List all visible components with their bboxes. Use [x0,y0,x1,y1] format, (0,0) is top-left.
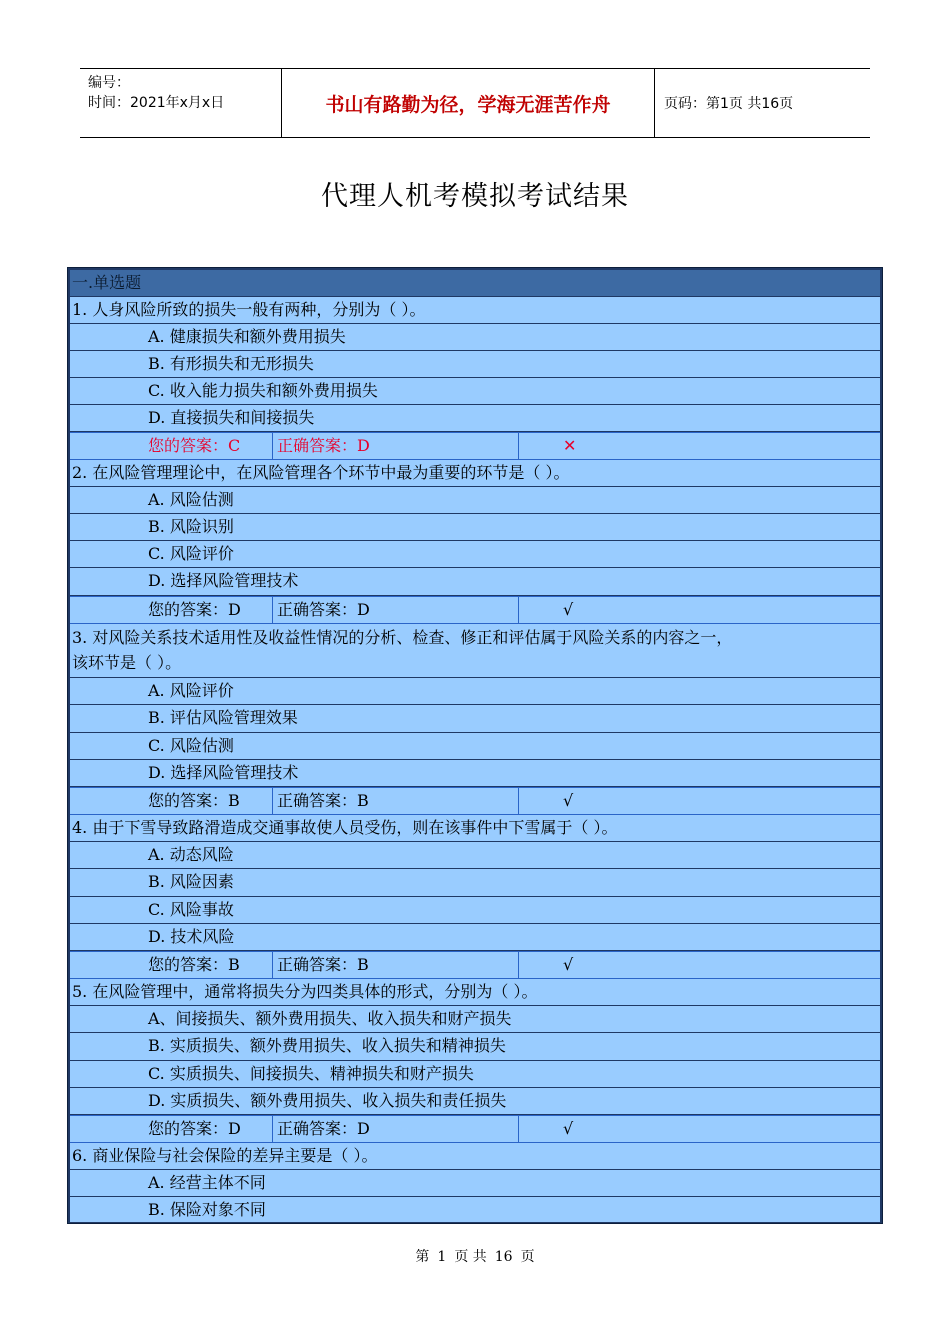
check-mark-icon: √ [518,952,880,978]
footer-post: 页 [520,1249,535,1265]
q2-correct-answer: 正确答案：D [272,597,518,623]
wrong-mark-icon: ✕ [518,433,880,459]
q5-option-c: C. 实质损失、间接损失、精神损失和财产损失 [70,1061,880,1088]
q4-answer-row [70,951,880,979]
header-page-label: 页码：第1页 共16页 [664,96,794,112]
q4-option-b: B. 风险因素 [70,869,880,897]
page-header [80,68,870,138]
page-footer [0,1246,950,1266]
question-2: 2. 在风险管理理论中，在风险管理各个环节中最为重要的环节是（ ）。 [70,460,880,487]
question-3 [70,624,880,678]
footer-page-number: 1 [437,1249,447,1265]
q4-your-answer: 您的答案：B [148,955,240,974]
q2-option-b: B. 风险识别 [70,514,880,541]
q6-option-a: A. 经营主体不同 [70,1170,880,1197]
q6-option-b: B. 保险对象不同 [70,1197,880,1222]
q2-option-c: C. 风险评价 [70,541,880,568]
q5-option-a: A、间接损失、额外费用损失、收入损失和财产损失 [70,1006,880,1033]
question-3-line-2: 该环节是（ ）。 [72,653,182,672]
q3-correct-answer: 正确答案：B [272,788,518,814]
q1-option-d: D. 直接损失和间接损失 [70,405,880,432]
q1-option-b: B. 有形损失和无形损失 [70,351,880,378]
q3-option-a: A. 风险评价 [70,678,880,705]
question-6: 6. 商业保险与社会保险的差异主要是（ ）。 [70,1143,880,1170]
q5-your-answer: 您的答案：D [148,1119,241,1138]
check-mark-icon: √ [518,1116,880,1142]
time-label: 时间：2021年x月x日 [88,95,225,111]
number-label: 编号： [88,75,130,91]
q3-option-b: B. 评估风险管理效果 [70,705,880,733]
q3-option-d: D. 选择风险管理技术 [70,760,880,787]
question-4: 4. 由于下雪导致路滑造成交通事故使人员受伤，则在该事件中下雪属于（ ）。 [70,815,880,842]
quiz-table [67,267,883,1224]
q1-correct-answer: 正确答案：D [272,433,518,459]
q2-option-d: D. 选择风险管理技术 [70,568,880,596]
q4-option-d: D. 技术风险 [70,924,880,951]
question-1: 1. 人身风险所致的损失一般有两种，分别为（ ）。 [70,297,880,324]
q2-your-answer: 您的答案：D [148,600,241,619]
q1-your-answer: 您的答案：C [148,436,241,455]
header-meta [88,73,278,113]
q3-answer-row [70,787,880,815]
q1-option-c: C. 收入能力损失和额外费用损失 [70,378,880,405]
q5-option-b: B. 实质损失、额外费用损失、收入损失和精神损失 [70,1033,880,1061]
q1-answer-row [70,432,880,460]
q4-correct-answer: 正确答案：B [272,952,518,978]
q3-your-answer: 您的答案：B [148,791,240,810]
q4-option-a: A. 动态风险 [70,842,880,869]
check-mark-icon: √ [518,597,880,623]
footer-mid: 页 共 [454,1249,487,1265]
q2-answer-row [70,596,880,624]
q3-option-c: C. 风险估测 [70,733,880,760]
footer-total-pages: 16 [494,1249,513,1265]
q1-option-a: A. 健康损失和额外费用损失 [70,324,880,351]
section-title: 一.单选题 [70,270,880,297]
footer-pre: 第 [415,1249,430,1265]
q2-option-a: A. 风险估测 [70,487,880,514]
q5-option-d: D. 实质损失、额外费用损失、收入损失和责任损失 [70,1088,880,1115]
q5-answer-row [70,1115,880,1143]
q5-correct-answer: 正确答案：D [272,1116,518,1142]
header-motto: 书山有路勤为径，学海无涯苦作舟 [281,69,655,137]
question-3-line-1: 3. 对风险关系技术适用性及收益性情况的分析、检查、修正和评估属于风险关系的内容之一， [72,628,733,647]
question-5: 5. 在风险管理中，通常将损失分为四类具体的形式，分别为（ ）。 [70,979,880,1006]
check-mark-icon: √ [518,788,880,814]
page-title: 代理人机考模拟考试结果 [321,181,629,212]
q4-option-c: C. 风险事故 [70,897,880,924]
